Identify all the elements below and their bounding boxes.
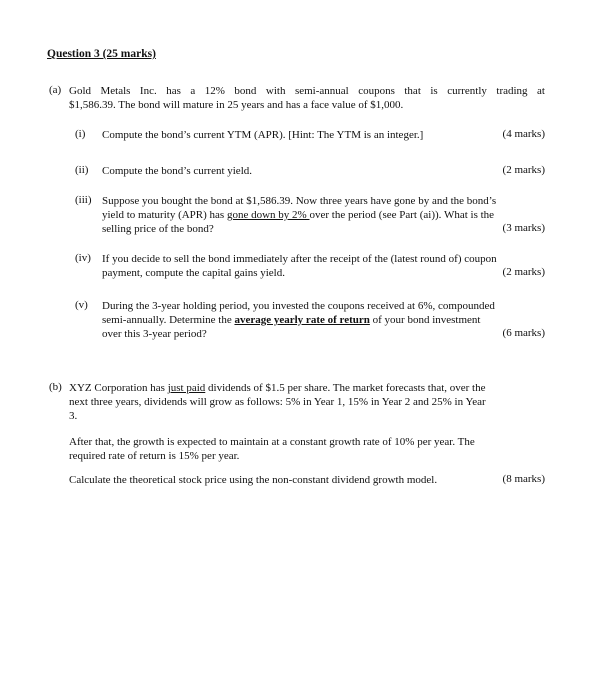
part-a-intro-line1: Gold Metals Inc. has a 12% bond with semi-annual coupons that is currently trading at xyxy=(69,85,545,97)
item-iii-body xyxy=(102,194,545,236)
part-b-label: (b) xyxy=(49,381,62,393)
item-iii-underlined: gone down by 2% xyxy=(226,209,310,221)
part-b-para2-line2: required rate of return is 15% per year. xyxy=(69,450,240,462)
item-iv-line1: If you decide to sell the bond immediately after the receipt of the (latest round of) coupon xyxy=(102,253,497,265)
part-b-line1-post: dividends of $1.5 per share. The market forecasts that, over the xyxy=(205,382,486,394)
item-v-line2-post: of your bond investment xyxy=(369,314,481,326)
item-iii-line2 xyxy=(102,208,545,222)
item-v-label: (v) xyxy=(75,299,88,311)
part-b-marks: (8 marks) xyxy=(502,473,545,485)
item-v-line1: During the 3-year holding period, you invested the coupons received at 6%, compounded xyxy=(102,300,495,312)
part-a-label: (a) xyxy=(49,84,62,96)
part-b-para2 xyxy=(69,435,545,463)
part-b-para2-line1: After that, the growth is expected to maintain at a constant growth rate of 10% per year. The xyxy=(69,436,475,448)
part-b-underlined: just paid xyxy=(167,382,206,394)
item-iv-line2: payment, compute the capital gains yield. xyxy=(102,267,285,279)
item-ii-marks: (2 marks) xyxy=(502,164,545,176)
item-v-line2-pre: semi-annually. Determine the xyxy=(102,314,235,326)
part-a-intro-line2: $1,586.39. The bond will mature in 25 years and has a face value of $1,000. xyxy=(69,99,404,111)
item-iii-line2-post: over the period (see Part (ai)). What is the xyxy=(309,209,495,221)
item-v-marks: (6 marks) xyxy=(502,327,545,339)
item-ii-label: (ii) xyxy=(75,164,89,176)
item-iii-line3: selling price of the bond? xyxy=(102,223,214,235)
item-iii-marks: (3 marks) xyxy=(502,222,545,234)
item-iii-line1: Suppose you bought the bond at $1,586.39. Now three years have gone by and the bond’s xyxy=(102,195,497,207)
part-a-intro xyxy=(69,84,545,112)
item-i-text: Compute the bond’s current YTM (APR). [Hint: The YTM is an integer.] xyxy=(102,129,424,141)
part-b-line3: 3. xyxy=(69,410,78,422)
part-b-line1 xyxy=(69,381,545,395)
part-b-line2: next three years, dividends will grow as follows: 5% in Year 1, 15% in Year 2 and 25% in Year xyxy=(69,396,486,408)
item-v-line2 xyxy=(102,313,545,327)
item-iv-label: (iv) xyxy=(75,252,91,264)
item-iv-marks: (2 marks) xyxy=(502,266,545,278)
part-b-para1 xyxy=(69,381,545,423)
item-ii-text: Compute the bond’s current yield. xyxy=(102,165,252,177)
part-b-para3: Calculate the theoretical stock price using the non-constant dividend growth model. xyxy=(69,474,438,486)
item-v-bold: average yearly rate of return xyxy=(234,314,370,326)
item-iii-label: (iii) xyxy=(75,194,92,206)
part-b-line1-pre: XYZ Corporation has xyxy=(69,382,168,394)
item-i-marks: (4 marks) xyxy=(502,128,545,140)
item-iv-body xyxy=(102,252,545,280)
item-i-label: (i) xyxy=(75,128,86,140)
item-v-line3: over this 3-year period? xyxy=(102,328,207,340)
question-title: Question 3 (25 marks) xyxy=(47,48,156,60)
item-v-body xyxy=(102,299,545,341)
item-iii-line2-pre: yield to maturity (APR) has xyxy=(102,209,227,221)
